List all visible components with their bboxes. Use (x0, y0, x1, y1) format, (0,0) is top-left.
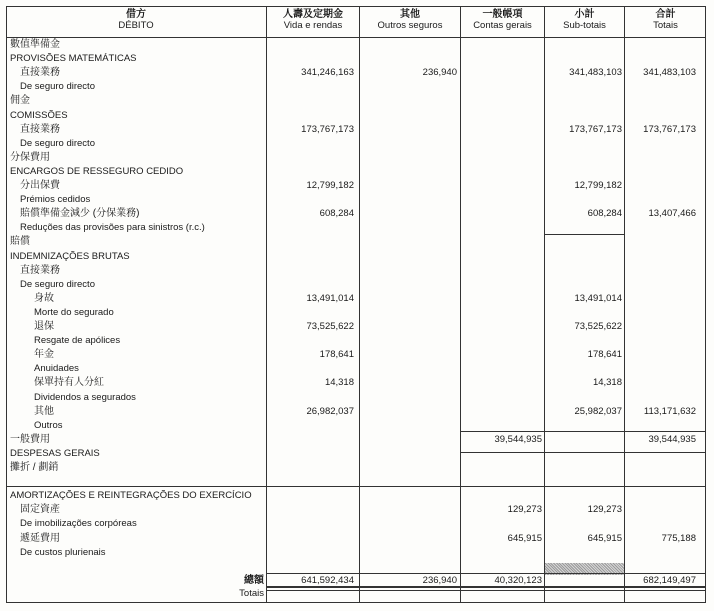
row-label: 直接業務 (20, 67, 60, 79)
section-rule (461, 452, 706, 453)
table-row (0, 80, 714, 94)
gerais-value: 39,544,935 (494, 433, 542, 445)
header-outros (360, 9, 460, 31)
subtotal-value: 341,483,103 (569, 67, 622, 79)
table-row (0, 38, 714, 52)
row-label: 佣金 (10, 95, 30, 107)
table-row (0, 66, 714, 80)
table-row (0, 52, 714, 66)
totals-rule (266, 590, 706, 591)
row-label: De seguro directo (20, 137, 95, 149)
table-row (0, 179, 714, 193)
total-value: 113,171,632 (643, 405, 696, 417)
vida-value: 26,982,037 (306, 405, 354, 417)
table-row (0, 517, 714, 531)
subtotal-value: 129,273 (587, 504, 622, 516)
header-gerais-pt: Contas gerais (473, 20, 532, 31)
table-row (0, 306, 714, 320)
row-label: Morte do segurado (34, 306, 114, 318)
row-label: 保單持有人分紅 (34, 377, 104, 389)
subtotal-value: 14,318 (592, 377, 622, 389)
row-label: ENCARGOS DE RESSEGURO CEDIDO (10, 165, 184, 177)
subtotal-value: 13,491,014 (574, 292, 622, 304)
header-total-zh: 合計 (655, 9, 676, 20)
header-gerais (461, 9, 544, 31)
row-label: Resgate de apólices (34, 335, 121, 347)
header-debit-zh: 借方 (126, 9, 146, 20)
totals-outros-value: 236,940 (422, 575, 457, 586)
table-row (0, 235, 714, 249)
table-row (0, 503, 714, 517)
vida-value: 341,246,163 (301, 67, 354, 79)
vida-value: 14,318 (324, 377, 354, 389)
row-label: 一般費用 (10, 433, 50, 445)
row-label: 攤折 / 劃銷 (10, 462, 59, 473)
header-debit-pt: DÉBITO (118, 20, 154, 31)
table-row (0, 376, 714, 390)
row-label: De custos plurienais (20, 546, 106, 558)
section-rule (6, 486, 706, 487)
row-label: AMORTIZAÇÕES E REINTEGRAÇÕES DO EXERCÍCIO (10, 490, 252, 502)
total-value: 173,767,173 (643, 123, 696, 135)
table-row (0, 391, 714, 405)
row-label: INDEMNIZAÇÕES BRUTAS (10, 250, 130, 262)
table-row (0, 489, 714, 503)
table-row (0, 348, 714, 362)
row-label: 數值準備金 (10, 39, 60, 50)
table-row (0, 433, 714, 447)
row-label: COMISSÕES (10, 109, 68, 121)
row-label: 遞延費用 (20, 532, 60, 544)
row-label: 分出保費 (20, 180, 60, 191)
vida-value: 173,767,173 (301, 123, 354, 135)
outros-value: 236,940 (422, 67, 457, 79)
total-value: 775,188 (661, 532, 696, 544)
header-outros-pt: Outros seguros (377, 20, 443, 31)
totals-row (0, 574, 714, 587)
header-subtotal-zh: 小計 (574, 9, 595, 20)
row-label: Outros (34, 419, 63, 431)
header-vida-zh: 人壽及定期金 (283, 9, 343, 20)
subtotal-value: 73,525,622 (574, 321, 622, 332)
row-label: Prémios cedidos (20, 194, 91, 206)
table-row (0, 546, 714, 560)
table-row (0, 151, 714, 165)
vida-value: 73,525,622 (306, 321, 354, 332)
header-subtotal (545, 9, 624, 31)
gerais-value: 129,273 (507, 504, 542, 516)
table-row (0, 109, 714, 123)
row-label: 固定資產 (20, 504, 60, 516)
table-row (0, 292, 714, 306)
vida-value: 13,491,014 (306, 292, 354, 304)
row-label: 直接業務 (20, 264, 60, 276)
table-row (0, 193, 714, 207)
table-row (0, 405, 714, 419)
header-subtotal-pt: Sub-totais (563, 20, 606, 31)
header-vida (267, 9, 359, 31)
header-outros-zh: 其他 (400, 9, 420, 20)
section-rule (461, 431, 624, 432)
table-row (0, 320, 714, 334)
table-row (0, 447, 714, 461)
header-debit (6, 9, 266, 31)
subtotal-value: 608,284 (587, 208, 622, 220)
table-row (0, 137, 714, 151)
row-label: 直接業務 (20, 123, 60, 135)
row-label: PROVISÕES MATEMÁTICAS (10, 53, 137, 65)
totals-label-zh: 總額 (244, 575, 264, 586)
row-label: 其他 (34, 405, 54, 417)
subtotal-value: 173,767,173 (569, 123, 622, 135)
table-row (0, 250, 714, 264)
total-value: 13,407,466 (648, 208, 696, 220)
header-gerais-zh: 一般帳項 (482, 9, 523, 20)
vida-value: 608,284 (319, 208, 354, 220)
table-row (0, 362, 714, 376)
gerais-value: 645,915 (507, 532, 542, 544)
header-total (625, 9, 706, 31)
subtotal-value: 25,982,037 (574, 405, 622, 417)
subtotal-value: 178,641 (587, 349, 622, 361)
row-label: 賠償 (10, 236, 30, 248)
vida-value: 12,799,182 (306, 180, 354, 191)
table-row (0, 94, 714, 108)
total-value: 341,483,103 (643, 67, 696, 79)
table-row (0, 532, 714, 546)
header-total-pt: Totais (653, 20, 678, 31)
table-row (0, 165, 714, 179)
totals-label-pt: Totais (239, 588, 264, 599)
row-label: 退保 (34, 321, 54, 332)
table-row (0, 334, 714, 348)
row-label: De seguro directo (20, 81, 95, 93)
row-label: 賠償準備金減少 (分保業務) (20, 208, 140, 220)
row-label: Dividendos a segurados (34, 391, 136, 403)
subtotal-value: 645,915 (587, 532, 622, 544)
table-row (0, 207, 714, 221)
row-label: 年金 (34, 349, 54, 361)
section-rule (625, 431, 706, 432)
vida-value: 178,641 (319, 349, 354, 361)
totals-total-value: 682,149,497 (643, 575, 696, 586)
total-value: 39,544,935 (648, 433, 696, 445)
table-row (0, 264, 714, 278)
row-label: 分保費用 (10, 151, 50, 163)
row-label: DESPESAS GERAIS (10, 447, 100, 459)
totals-vida-value: 641,592,434 (301, 575, 354, 586)
table-row (0, 123, 714, 137)
table-row (0, 278, 714, 292)
row-label: Reduções das provisões para sinistros (r.c.) (20, 222, 205, 234)
table-row (0, 461, 714, 475)
row-label: 身故 (34, 292, 54, 304)
section-rule (544, 234, 624, 235)
row-label: De imobilizações corpóreas (20, 518, 137, 530)
row-label: Anuidades (34, 363, 79, 375)
totals-gerais-value: 40,320,123 (494, 575, 542, 586)
header-vida-pt: Vida e rendas (283, 20, 343, 31)
subtotal-value: 12,799,182 (574, 180, 622, 191)
row-label: De seguro directo (20, 278, 95, 290)
